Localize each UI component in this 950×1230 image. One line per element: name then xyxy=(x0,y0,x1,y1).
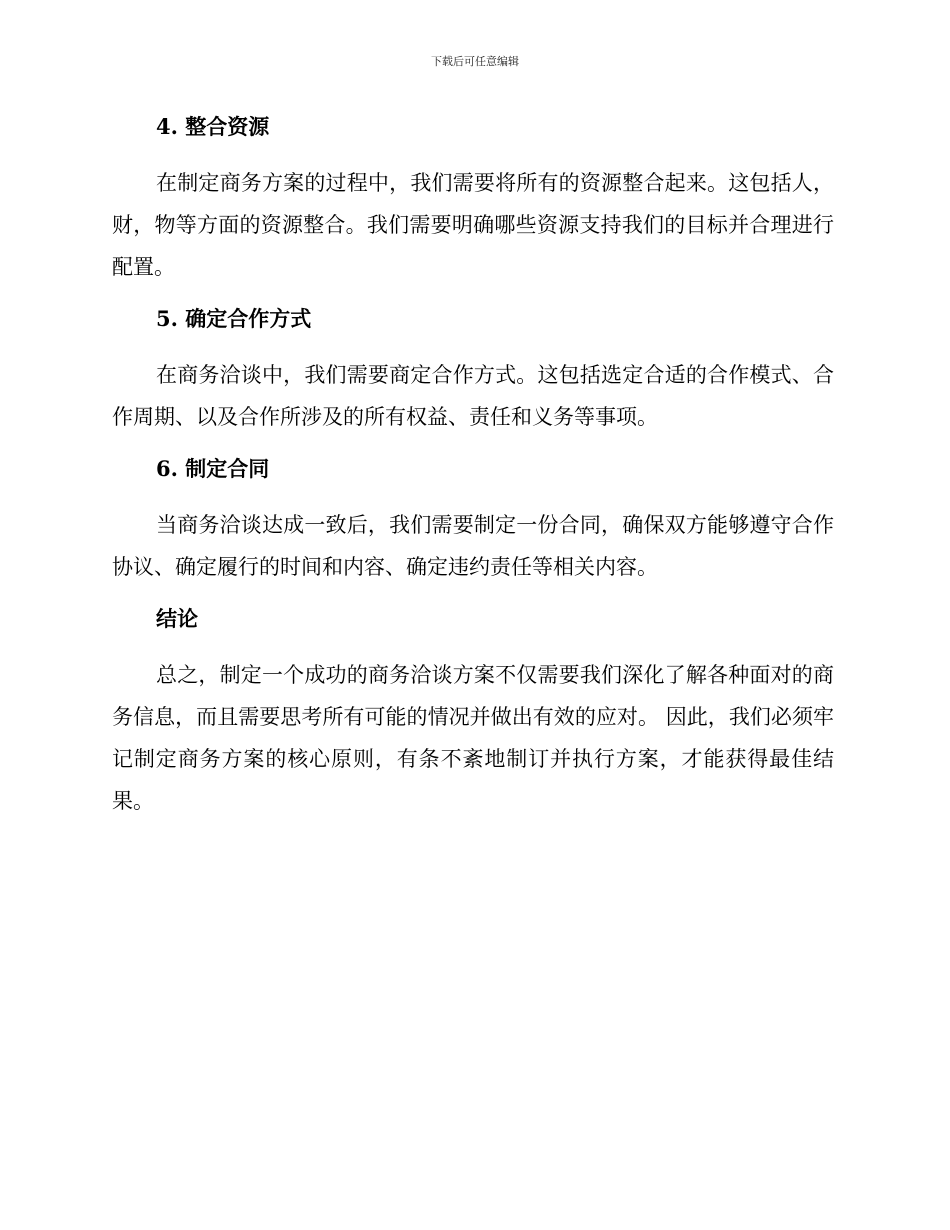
section-paragraph-conclusion: 总之，制定一个成功的商务洽谈方案不仅需要我们深化了解各种面对的商务信息，而且需要思考所有可能的情况并做出有效的应对。 因此，我们必须牢记制定商务方案的核心原则，有条不紊地制订并执行方案，才能获得最佳结果。 xyxy=(112,663,834,813)
document-body xyxy=(112,108,834,822)
section-paragraph-draft-contract: 当商务洽谈达成一致后，我们需要制定一份合同，确保双方能够遵守合作协议、确定履行的时间和内容、确定违约责任等相关内容。 xyxy=(112,513,834,579)
section-heading-integrate-resources: 4. 整合资源 xyxy=(156,114,270,139)
section-paragraph-cooperation-mode: 在商务洽谈中，我们需要商定合作方式。这包括选定合适的合作模式、合作周期、以及合作所涉及的所有权益、责任和义务等事项。 xyxy=(112,363,834,429)
section-heading-cooperation-mode: 5. 确定合作方式 xyxy=(156,306,312,331)
section-heading-conclusion: 结论 xyxy=(156,606,198,631)
page-header: 下载后可任意编辑 xyxy=(431,55,519,68)
section-heading-draft-contract: 6. 制定合同 xyxy=(156,456,270,481)
section-paragraph-integrate-resources: 在制定商务方案的过程中，我们需要将所有的资源整合起来。这包括人，财，物等方面的资源整合。我们需要明确哪些资源支持我们的目标并合理进行配置。 xyxy=(112,171,834,279)
